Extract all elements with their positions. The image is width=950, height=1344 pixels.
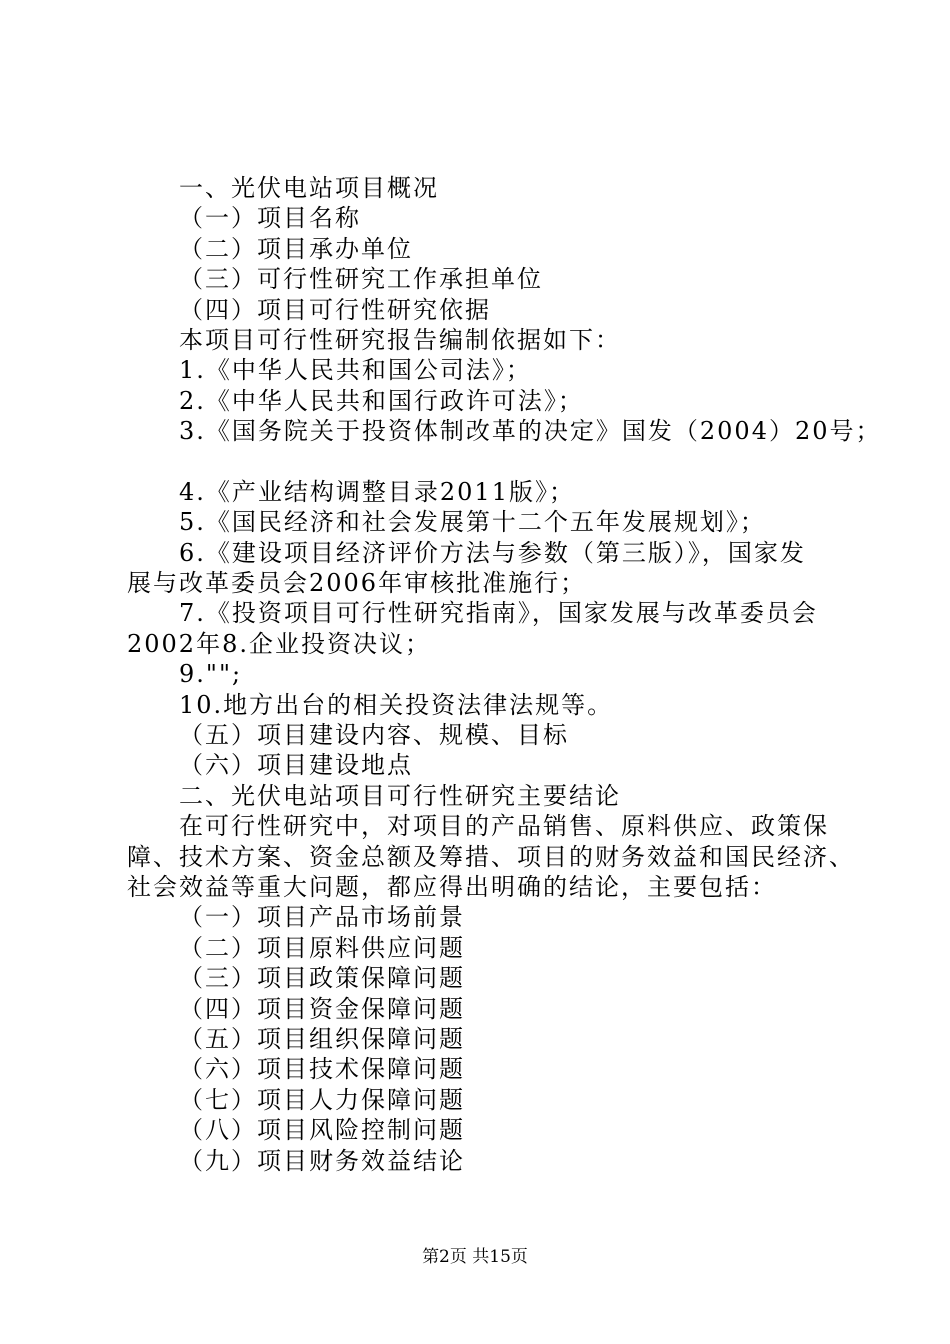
body-line: 展与改革委员会2006年审核批准施行； <box>127 569 587 598</box>
body-line: （二）项目原料供应问题 <box>179 933 465 962</box>
body-line: 6.《建设项目经济评价方法与参数（第三版）》，国家发 <box>179 538 806 567</box>
body-line: （四）项目资金保障问题 <box>179 994 465 1023</box>
body-line: 4.《产业结构调整目录2011版》； <box>179 477 575 506</box>
body-line: 2.《中华人民共和国行政许可法》； <box>179 386 584 415</box>
body-line: （五）项目组织保障问题 <box>179 1024 465 1053</box>
body-line: （六）项目技术保障问题 <box>179 1055 465 1084</box>
body-line: （五）项目建设内容、规模、目标 <box>179 721 569 750</box>
body-line: （七）项目人力保障问题 <box>179 1085 465 1114</box>
page-footer: 第2页 共15页 <box>422 1247 528 1267</box>
body-line: （六）项目建设地点 <box>179 751 413 780</box>
body-line: 在可行性研究中，对项目的产品销售、原料供应、政策保 <box>179 812 829 841</box>
body-line: （一）项目产品市场前景 <box>179 903 465 932</box>
document-body <box>127 173 882 1176</box>
body-line: （九）项目财务效益结论 <box>179 1146 465 1175</box>
body-line: 障、技术方案、资金总额及筹措、项目的财务效益和国民经济、 <box>127 842 855 871</box>
body-line: （八）项目风险控制问题 <box>179 1116 465 1145</box>
body-line: （四）项目可行性研究依据 <box>179 295 491 324</box>
body-line: （三）项目政策保障问题 <box>179 964 465 993</box>
body-line: 10.地方出台的相关投资法律法规等。 <box>179 690 614 719</box>
blank-line <box>127 447 837 477</box>
body-line: 2002年8.企业投资决议； <box>127 629 431 658</box>
body-line: 社会效益等重大问题，都应得出明确的结论，主要包括： <box>127 872 777 901</box>
body-line: （三）可行性研究工作承担单位 <box>179 265 543 294</box>
body-line: （二）项目承办单位 <box>179 234 413 263</box>
body-line: （一）项目名称 <box>179 204 361 233</box>
body-line: 二、光伏电站项目可行性研究主要结论 <box>179 781 621 810</box>
body-line: 5.《国民经济和社会发展第十二个五年发展规划》； <box>179 508 766 537</box>
body-line: 9.""; <box>179 660 243 689</box>
body-line: 本项目可行性研究报告编制依据如下： <box>179 325 621 354</box>
body-line: 7.《投资项目可行性研究指南》，国家发展与改革委员会 <box>179 599 818 628</box>
body-line: 一、光伏电站项目概况 <box>179 174 439 202</box>
body-line: 3.《国务院关于投资体制改革的决定》国发（2004）20号； <box>179 417 882 446</box>
body-line: 1.《中华人民共和国公司法》； <box>179 356 532 385</box>
